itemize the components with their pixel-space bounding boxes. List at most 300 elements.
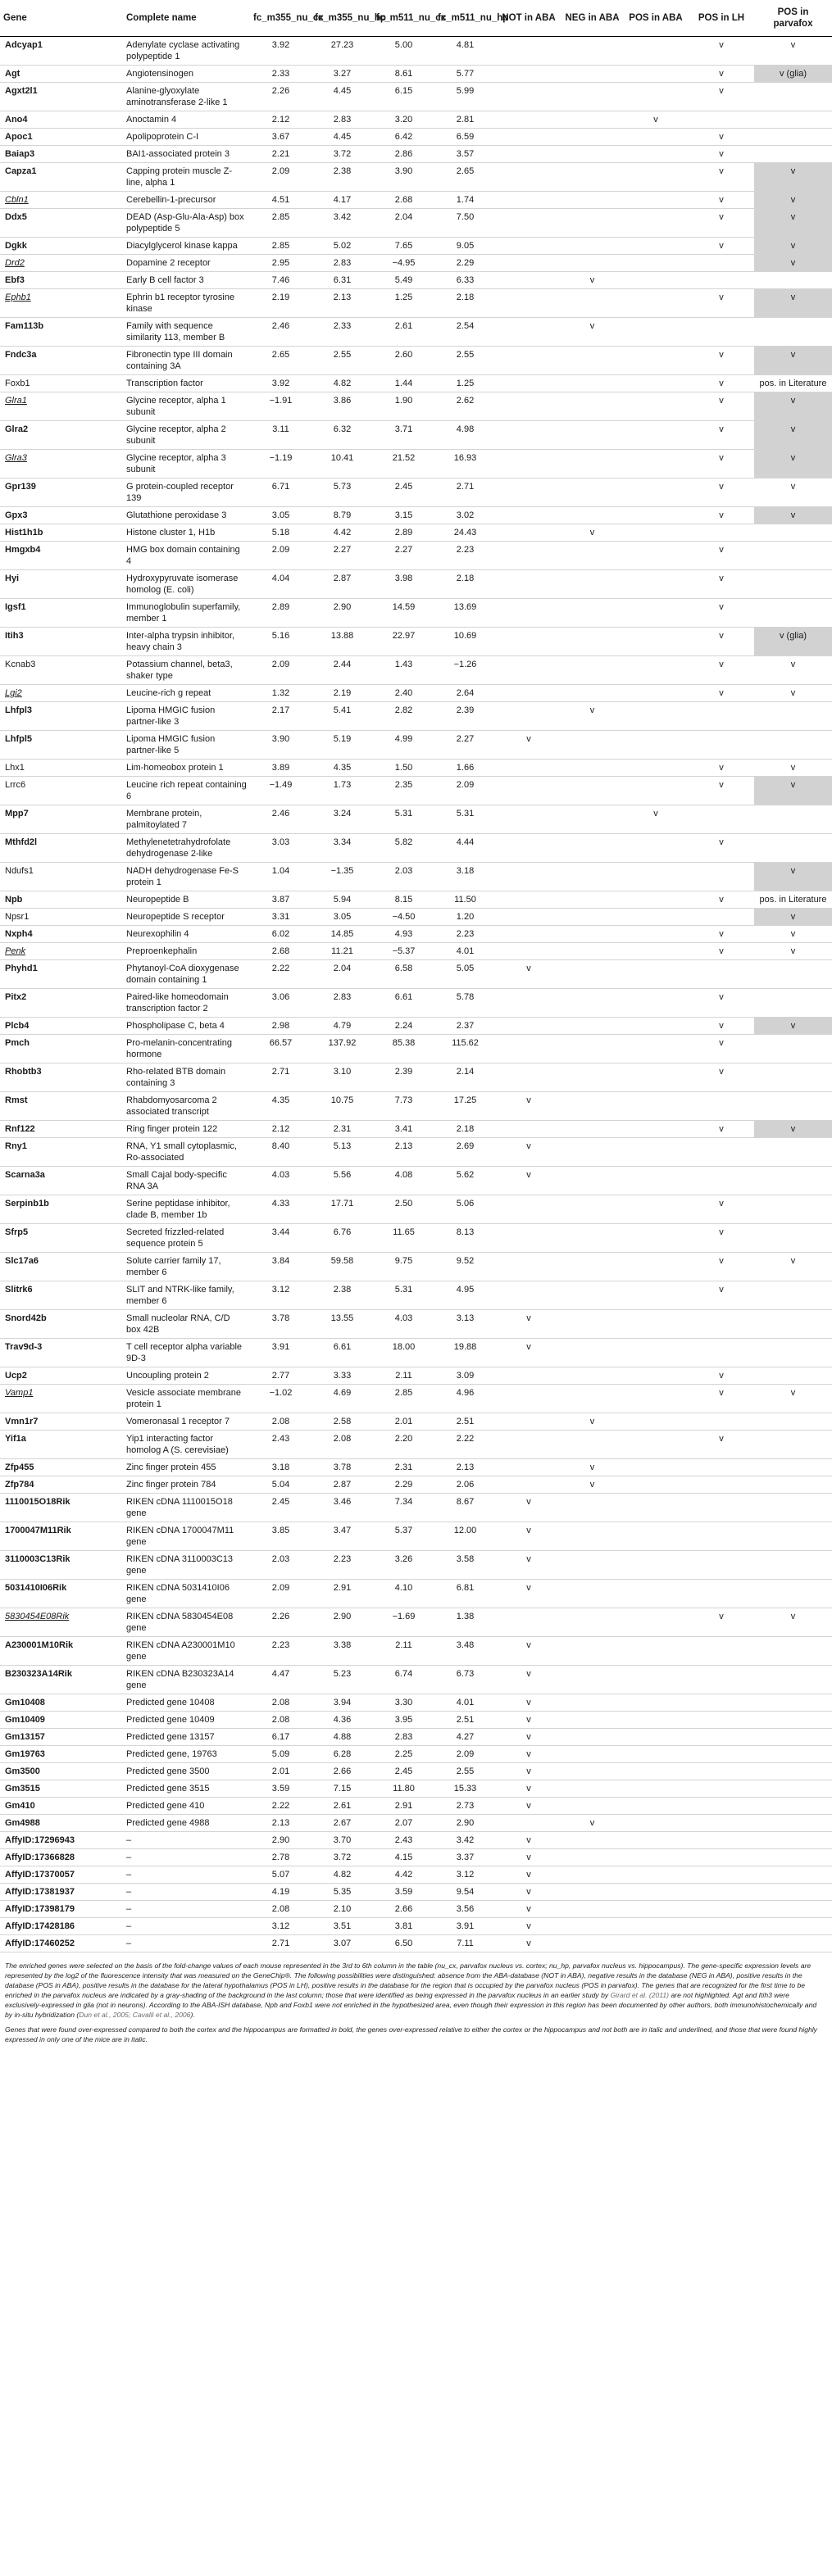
table-row xyxy=(0,1798,832,1815)
fold-change-value: 1.04 xyxy=(250,863,311,891)
not-in-aba-mark: v xyxy=(496,1798,561,1815)
gene-complete-name: Pro-melanin-concentrating hormone xyxy=(123,1035,250,1064)
table-row xyxy=(0,1522,832,1551)
gene-complete-name: G protein-coupled receptor 139 xyxy=(123,478,250,507)
not-in-aba-mark: v xyxy=(496,1901,561,1918)
table-row xyxy=(0,805,832,834)
not-in-aba-mark xyxy=(496,570,561,599)
neg-in-aba-mark xyxy=(561,891,623,909)
gene-symbol: A230001M10Rik xyxy=(0,1637,123,1666)
pos-in-parvafox-mark xyxy=(754,1310,832,1339)
gene-symbol: Sfrp5 xyxy=(0,1224,123,1253)
pos-in-lh-mark: v xyxy=(689,37,754,66)
pos-in-aba-mark xyxy=(623,524,689,542)
pos-in-parvafox-mark: v xyxy=(754,1608,832,1637)
pos-in-lh-mark: v xyxy=(689,685,754,702)
fold-change-value: 10.75 xyxy=(311,1092,373,1121)
fold-change-value: 3.27 xyxy=(311,66,373,83)
pos-in-aba-mark xyxy=(623,909,689,926)
neg-in-aba-mark xyxy=(561,1608,623,1637)
neg-in-aba-mark xyxy=(561,1195,623,1224)
fold-change-value: 21.52 xyxy=(373,450,434,478)
gene-complete-name: T cell receptor alpha variable 9D-3 xyxy=(123,1339,250,1367)
header-not-in-aba: NOT in ABA xyxy=(496,0,561,37)
table-row xyxy=(0,1832,832,1849)
fold-change-value: 5.00 xyxy=(373,37,434,66)
pos-in-aba-mark xyxy=(623,891,689,909)
neg-in-aba-mark xyxy=(561,1746,623,1763)
fold-change-value: 3.59 xyxy=(373,1884,434,1901)
fold-change-value: 4.47 xyxy=(250,1666,311,1694)
pos-in-lh-mark: v xyxy=(689,163,754,192)
neg-in-aba-mark xyxy=(561,960,623,989)
pos-in-aba-mark xyxy=(623,1092,689,1121)
fold-change-value: 3.48 xyxy=(434,1637,496,1666)
fold-change-value: 8.79 xyxy=(311,507,373,524)
pos-in-aba-mark xyxy=(623,1385,689,1413)
pos-in-parvafox-mark xyxy=(754,1224,832,1253)
gene-complete-name: Leucine rich repeat containing 6 xyxy=(123,777,250,805)
pos-in-aba-mark: v xyxy=(623,111,689,129)
not-in-aba-mark xyxy=(496,1281,561,1310)
fold-change-value: 5.41 xyxy=(311,702,373,731)
pos-in-lh-mark xyxy=(689,524,754,542)
fold-change-value: 5.82 xyxy=(373,834,434,863)
table-row xyxy=(0,192,832,209)
gene-complete-name: Predicted gene 3515 xyxy=(123,1780,250,1798)
gene-symbol: Penk xyxy=(0,943,123,960)
fold-change-value: 2.58 xyxy=(311,1413,373,1431)
pos-in-parvafox-mark: v xyxy=(754,289,832,318)
table-row xyxy=(0,731,832,760)
fold-change-value: 2.51 xyxy=(434,1413,496,1431)
fold-change-value: 18.00 xyxy=(373,1339,434,1367)
fold-change-value: 3.42 xyxy=(311,209,373,238)
fold-change-value: 5.31 xyxy=(434,805,496,834)
fold-change-value: 27.23 xyxy=(311,37,373,66)
table-row xyxy=(0,1729,832,1746)
fold-change-value: 3.72 xyxy=(311,146,373,163)
pos-in-parvafox-mark xyxy=(754,1195,832,1224)
pos-in-aba-mark xyxy=(623,1763,689,1780)
gene-symbol: Zfp455 xyxy=(0,1459,123,1476)
table-row xyxy=(0,289,832,318)
neg-in-aba-mark xyxy=(561,255,623,272)
table-row xyxy=(0,129,832,146)
gene-symbol: Serpinb1b xyxy=(0,1195,123,1224)
gene-symbol: Foxb1 xyxy=(0,375,123,392)
fold-change-value: 2.43 xyxy=(373,1832,434,1849)
pos-in-parvafox-mark xyxy=(754,1281,832,1310)
table-body xyxy=(0,37,832,1952)
fold-change-value: 17.71 xyxy=(311,1195,373,1224)
not-in-aba-mark xyxy=(496,507,561,524)
fold-change-value: 2.39 xyxy=(373,1064,434,1092)
fold-change-value: 5.05 xyxy=(434,960,496,989)
pos-in-parvafox-mark xyxy=(754,599,832,628)
fold-change-value: 2.87 xyxy=(311,570,373,599)
fold-change-value: 3.89 xyxy=(250,760,311,777)
pos-in-aba-mark xyxy=(623,192,689,209)
fold-change-value: 2.13 xyxy=(250,1815,311,1832)
fold-change-value: 2.91 xyxy=(311,1580,373,1608)
fold-change-value: 2.54 xyxy=(434,318,496,347)
header-pos-in-parvafox: POS in parvafox xyxy=(754,0,832,37)
gene-complete-name: RIKEN cDNA B230323A14 gene xyxy=(123,1666,250,1694)
fold-change-value: −1.26 xyxy=(434,656,496,685)
fold-change-value: 3.92 xyxy=(250,37,311,66)
gene-complete-name: RNA, Y1 small cytoplasmic, Ro-associated xyxy=(123,1138,250,1167)
gene-complete-name: Lipoma HMGIC fusion partner-like 5 xyxy=(123,731,250,760)
fold-change-value: 3.24 xyxy=(311,805,373,834)
neg-in-aba-mark xyxy=(561,83,623,111)
pos-in-parvafox-mark xyxy=(754,1694,832,1712)
table-row xyxy=(0,1121,832,1138)
not-in-aba-mark xyxy=(496,66,561,83)
not-in-aba-mark xyxy=(496,1413,561,1431)
gene-symbol: Rhobtb3 xyxy=(0,1064,123,1092)
neg-in-aba-mark xyxy=(561,909,623,926)
gene-complete-name: Predicted gene 410 xyxy=(123,1798,250,1815)
fold-change-value: 2.40 xyxy=(373,685,434,702)
pos-in-lh-mark xyxy=(689,255,754,272)
neg-in-aba-mark xyxy=(561,926,623,943)
fold-change-value: 3.56 xyxy=(434,1901,496,1918)
fold-change-value: 1.90 xyxy=(373,392,434,421)
fold-change-value: 5.62 xyxy=(434,1167,496,1195)
not-in-aba-mark: v xyxy=(496,1832,561,1849)
pos-in-aba-mark xyxy=(623,628,689,656)
pos-in-aba-mark xyxy=(623,1580,689,1608)
gene-complete-name: Serine peptidase inhibitor, clade B, member 1b xyxy=(123,1195,250,1224)
neg-in-aba-mark xyxy=(561,66,623,83)
pos-in-lh-mark xyxy=(689,909,754,926)
fold-change-value: 137.92 xyxy=(311,1035,373,1064)
citation-dun-cavalli[interactable]: Dun et al., 2005; Cavalli et al., 2006 xyxy=(79,2011,191,2019)
pos-in-parvafox-mark xyxy=(754,1339,832,1367)
fold-change-value: 5.78 xyxy=(434,989,496,1018)
pos-in-aba-mark xyxy=(623,1339,689,1367)
neg-in-aba-mark xyxy=(561,1935,623,1952)
gene-symbol: Igsf1 xyxy=(0,599,123,628)
not-in-aba-mark: v xyxy=(496,1746,561,1763)
fold-change-value: 9.05 xyxy=(434,238,496,255)
fold-change-value: 2.87 xyxy=(311,1476,373,1494)
fold-change-value: −1.35 xyxy=(311,863,373,891)
fold-change-value: 5.73 xyxy=(311,478,373,507)
gene-symbol: Snord42b xyxy=(0,1310,123,1339)
pos-in-lh-mark: v xyxy=(689,570,754,599)
fold-change-value: 2.19 xyxy=(250,289,311,318)
fold-change-value: 59.58 xyxy=(311,1253,373,1281)
pos-in-parvafox-mark xyxy=(754,1763,832,1780)
fold-change-value: 4.35 xyxy=(250,1092,311,1121)
not-in-aba-mark xyxy=(496,1367,561,1385)
table-row xyxy=(0,1884,832,1901)
fold-change-value: 6.58 xyxy=(373,960,434,989)
gene-symbol: Gm10408 xyxy=(0,1694,123,1712)
gene-complete-name: DEAD (Asp-Glu-Ala-Asp) box polypeptide 5 xyxy=(123,209,250,238)
fold-change-value: 5.16 xyxy=(250,628,311,656)
pos-in-aba-mark xyxy=(623,66,689,83)
fold-change-value: 2.31 xyxy=(311,1121,373,1138)
gene-symbol: Ndufs1 xyxy=(0,863,123,891)
pos-in-parvafox-mark xyxy=(754,1035,832,1064)
not-in-aba-mark xyxy=(496,760,561,777)
fold-change-value: 3.33 xyxy=(311,1367,373,1385)
fold-change-value: 3.71 xyxy=(373,421,434,450)
fold-change-value: 2.55 xyxy=(311,347,373,375)
not-in-aba-mark: v xyxy=(496,1884,561,1901)
pos-in-aba-mark xyxy=(623,1413,689,1431)
fold-change-value: 3.37 xyxy=(434,1849,496,1866)
pos-in-lh-mark xyxy=(689,1780,754,1798)
not-in-aba-mark xyxy=(496,209,561,238)
fold-change-value: 5.23 xyxy=(311,1666,373,1694)
fold-change-value: 5.77 xyxy=(434,66,496,83)
fold-change-value: 6.59 xyxy=(434,129,496,146)
pos-in-parvafox-mark xyxy=(754,129,832,146)
fold-change-value: 2.65 xyxy=(434,163,496,192)
gene-symbol: Ephb1 xyxy=(0,289,123,318)
fold-change-value: 7.11 xyxy=(434,1935,496,1952)
gene-complete-name: RIKEN cDNA 5031410I06 gene xyxy=(123,1580,250,1608)
fold-change-value: 8.13 xyxy=(434,1224,496,1253)
not-in-aba-mark: v xyxy=(496,731,561,760)
gene-complete-name: SLIT and NTRK-like family, member 6 xyxy=(123,1281,250,1310)
neg-in-aba-mark xyxy=(561,238,623,255)
gene-complete-name: Glycine receptor, alpha 1 subunit xyxy=(123,392,250,421)
fold-change-value: 2.45 xyxy=(373,1763,434,1780)
fold-change-value: 2.61 xyxy=(373,318,434,347)
fold-change-value: 2.11 xyxy=(373,1367,434,1385)
table-row xyxy=(0,599,832,628)
pos-in-lh-mark: v xyxy=(689,777,754,805)
pos-in-parvafox-mark xyxy=(754,989,832,1018)
neg-in-aba-mark xyxy=(561,656,623,685)
gene-complete-name: Hydroxypyruvate isomerase homolog (E. coli) xyxy=(123,570,250,599)
not-in-aba-mark xyxy=(496,375,561,392)
pos-in-aba-mark xyxy=(623,570,689,599)
pos-in-aba-mark xyxy=(623,255,689,272)
not-in-aba-mark xyxy=(496,255,561,272)
not-in-aba-mark xyxy=(496,989,561,1018)
gene-complete-name: Capping protein muscle Z-line, alpha 1 xyxy=(123,163,250,192)
pos-in-lh-mark: v xyxy=(689,1224,754,1253)
table-row xyxy=(0,989,832,1018)
fold-change-value: 4.08 xyxy=(373,1167,434,1195)
fold-change-value: 3.44 xyxy=(250,1224,311,1253)
gene-symbol: Hmgxb4 xyxy=(0,542,123,570)
pos-in-parvafox-mark: v xyxy=(754,760,832,777)
fold-change-value: 4.51 xyxy=(250,192,311,209)
pos-in-parvafox-mark xyxy=(754,1092,832,1121)
fold-change-value: −5.37 xyxy=(373,943,434,960)
not-in-aba-mark: v xyxy=(496,1167,561,1195)
not-in-aba-mark xyxy=(496,146,561,163)
fold-change-value: 2.38 xyxy=(311,1281,373,1310)
fold-change-value: 4.19 xyxy=(250,1884,311,1901)
fold-change-value: 2.64 xyxy=(434,685,496,702)
pos-in-aba-mark xyxy=(623,1281,689,1310)
fold-change-value: 6.61 xyxy=(311,1339,373,1367)
not-in-aba-mark xyxy=(496,834,561,863)
pos-in-lh-mark: v xyxy=(689,943,754,960)
gene-complete-name: Anoctamin 4 xyxy=(123,111,250,129)
fold-change-value: 2.09 xyxy=(250,542,311,570)
not-in-aba-mark: v xyxy=(496,1780,561,1798)
neg-in-aba-mark xyxy=(561,1035,623,1064)
not-in-aba-mark xyxy=(496,777,561,805)
table-row xyxy=(0,478,832,507)
pos-in-parvafox-mark: v xyxy=(754,255,832,272)
pos-in-aba-mark xyxy=(623,1712,689,1729)
citation-girard[interactable]: Girard et al. (2011) xyxy=(610,1991,670,1999)
neg-in-aba-mark xyxy=(561,209,623,238)
table-row xyxy=(0,1367,832,1385)
gene-complete-name: Predicted gene, 19763 xyxy=(123,1746,250,1763)
not-in-aba-mark xyxy=(496,83,561,111)
gene-symbol: Ebf3 xyxy=(0,272,123,289)
neg-in-aba-mark xyxy=(561,1580,623,1608)
gene-symbol: 3110003C13Rik xyxy=(0,1551,123,1580)
pos-in-lh-mark: v xyxy=(689,1281,754,1310)
fold-change-value: 2.83 xyxy=(311,255,373,272)
fold-change-value: 2.20 xyxy=(373,1431,434,1459)
fold-change-value: 2.68 xyxy=(250,943,311,960)
fold-change-value: 1.32 xyxy=(250,685,311,702)
gene-symbol: Lhfpl3 xyxy=(0,702,123,731)
fold-change-value: 2.62 xyxy=(434,392,496,421)
pos-in-parvafox-mark: v xyxy=(754,863,832,891)
fold-change-value: 5.31 xyxy=(373,805,434,834)
gene-complete-name: – xyxy=(123,1918,250,1935)
fold-change-value: 2.45 xyxy=(250,1494,311,1522)
pos-in-lh-mark xyxy=(689,111,754,129)
fold-change-value: 6.17 xyxy=(250,1729,311,1746)
fold-change-value: 3.95 xyxy=(373,1712,434,1729)
fold-change-value: 4.88 xyxy=(311,1729,373,1746)
fold-change-value: 2.83 xyxy=(311,111,373,129)
neg-in-aba-mark xyxy=(561,1918,623,1935)
not-in-aba-mark xyxy=(496,656,561,685)
not-in-aba-mark xyxy=(496,943,561,960)
not-in-aba-mark: v xyxy=(496,1849,561,1866)
pos-in-lh-mark: v xyxy=(689,129,754,146)
neg-in-aba-mark xyxy=(561,760,623,777)
header-neg-in-aba: NEG in ABA xyxy=(561,0,623,37)
neg-in-aba-mark xyxy=(561,863,623,891)
fold-change-value: 2.86 xyxy=(373,146,434,163)
fold-change-value: 3.81 xyxy=(373,1918,434,1935)
gene-complete-name: RIKEN cDNA 1110015O18 gene xyxy=(123,1494,250,1522)
table-row xyxy=(0,1224,832,1253)
fold-change-value: 4.82 xyxy=(311,1866,373,1884)
fold-change-value: 6.73 xyxy=(434,1666,496,1694)
fold-change-value: 6.42 xyxy=(373,129,434,146)
pos-in-parvafox-mark xyxy=(754,1849,832,1866)
not-in-aba-mark: v xyxy=(496,1763,561,1780)
gene-symbol: Hist1h1b xyxy=(0,524,123,542)
fold-change-value: 2.09 xyxy=(250,656,311,685)
pos-in-aba-mark xyxy=(623,272,689,289)
table-row xyxy=(0,777,832,805)
fold-change-value: 2.08 xyxy=(250,1712,311,1729)
pos-in-lh-mark xyxy=(689,272,754,289)
fold-change-value: 3.09 xyxy=(434,1367,496,1385)
pos-in-parvafox-mark xyxy=(754,1459,832,1476)
table-row xyxy=(0,255,832,272)
neg-in-aba-mark xyxy=(561,289,623,318)
fold-change-value: 9.54 xyxy=(434,1884,496,1901)
fold-change-value: 3.02 xyxy=(434,507,496,524)
pos-in-aba-mark xyxy=(623,834,689,863)
neg-in-aba-mark xyxy=(561,943,623,960)
pos-in-aba-mark xyxy=(623,1195,689,1224)
gene-complete-name: Secreted frizzled-related sequence protein 5 xyxy=(123,1224,250,1253)
footnote-text: The enriched genes were selected on the basis of the fold-change values of each mouse represented in the 3rd to 6th column in the table (nu_cx, parvafox nucleus vs. cortex; nu_hp, parvafox nucleus vs. hippocampus). The gene-specific expression levels are represented by the log2 of the fluorescence intensity that was measured on the GeneChip®. The following possibilities were distinguished: absence from the ABA-database (NOT in ABA), negative results in the database (NEG in ABA), positive results in the database (POS in ABA), positive results in the database for the lateral hypothalamus (POS in LH), positive results in the database for the region that is occupied by the parvafox nucleus (POS in parvafox). The genes that are recognized for the first time to be enriched in the parvafox nucleus are indicated by a gray-shading of the background in the last column; those that were identified as being expressed in the parvafox nucleus in an earlier study by xyxy=(5,1961,812,1999)
gene-symbol: AffyID:17398179 xyxy=(0,1901,123,1918)
pos-in-parvafox-mark: v xyxy=(754,909,832,926)
not-in-aba-mark: v xyxy=(496,1918,561,1935)
neg-in-aba-mark xyxy=(561,777,623,805)
gene-complete-name: Predicted gene 4988 xyxy=(123,1815,250,1832)
gene-symbol: Pmch xyxy=(0,1035,123,1064)
fold-change-value: 11.21 xyxy=(311,943,373,960)
gene-complete-name: Angiotensinogen xyxy=(123,66,250,83)
gene-complete-name: Ephrin b1 receptor tyrosine kinase xyxy=(123,289,250,318)
fold-change-value: 2.18 xyxy=(434,570,496,599)
neg-in-aba-mark xyxy=(561,599,623,628)
fold-change-value: 2.50 xyxy=(373,1195,434,1224)
gene-complete-name: RIKEN cDNA A230001M10 gene xyxy=(123,1637,250,1666)
fold-change-value: 14.59 xyxy=(373,599,434,628)
not-in-aba-mark xyxy=(496,1121,561,1138)
pos-in-aba-mark xyxy=(623,1224,689,1253)
fold-change-value: −1.19 xyxy=(250,450,311,478)
pos-in-aba-mark xyxy=(623,1522,689,1551)
neg-in-aba-mark xyxy=(561,628,623,656)
pos-in-aba-mark xyxy=(623,926,689,943)
pos-in-parvafox-mark: v xyxy=(754,421,832,450)
neg-in-aba-mark xyxy=(561,129,623,146)
gene-symbol: Gm4988 xyxy=(0,1815,123,1832)
gene-symbol: Cbln1 xyxy=(0,192,123,209)
neg-in-aba-mark xyxy=(561,1018,623,1035)
pos-in-aba-mark xyxy=(623,1138,689,1167)
fold-change-value: 1.25 xyxy=(434,375,496,392)
pos-in-aba-mark xyxy=(623,1884,689,1901)
table-row xyxy=(0,943,832,960)
fold-change-value: −4.95 xyxy=(373,255,434,272)
pos-in-parvafox-mark xyxy=(754,1832,832,1849)
neg-in-aba-mark xyxy=(561,805,623,834)
pos-in-aba-mark xyxy=(623,1167,689,1195)
pos-in-aba-mark xyxy=(623,478,689,507)
neg-in-aba-mark xyxy=(561,1431,623,1459)
pos-in-lh-mark: v xyxy=(689,507,754,524)
fold-change-value: 4.33 xyxy=(250,1195,311,1224)
table-row xyxy=(0,1385,832,1413)
gene-symbol: Phyhd1 xyxy=(0,960,123,989)
fold-change-value: 5.09 xyxy=(250,1746,311,1763)
fold-change-value: 4.36 xyxy=(311,1712,373,1729)
fold-change-value: 2.18 xyxy=(434,1121,496,1138)
neg-in-aba-mark xyxy=(561,37,623,66)
pos-in-lh-mark: v xyxy=(689,66,754,83)
fold-change-value: 3.98 xyxy=(373,570,434,599)
table-row xyxy=(0,272,832,289)
